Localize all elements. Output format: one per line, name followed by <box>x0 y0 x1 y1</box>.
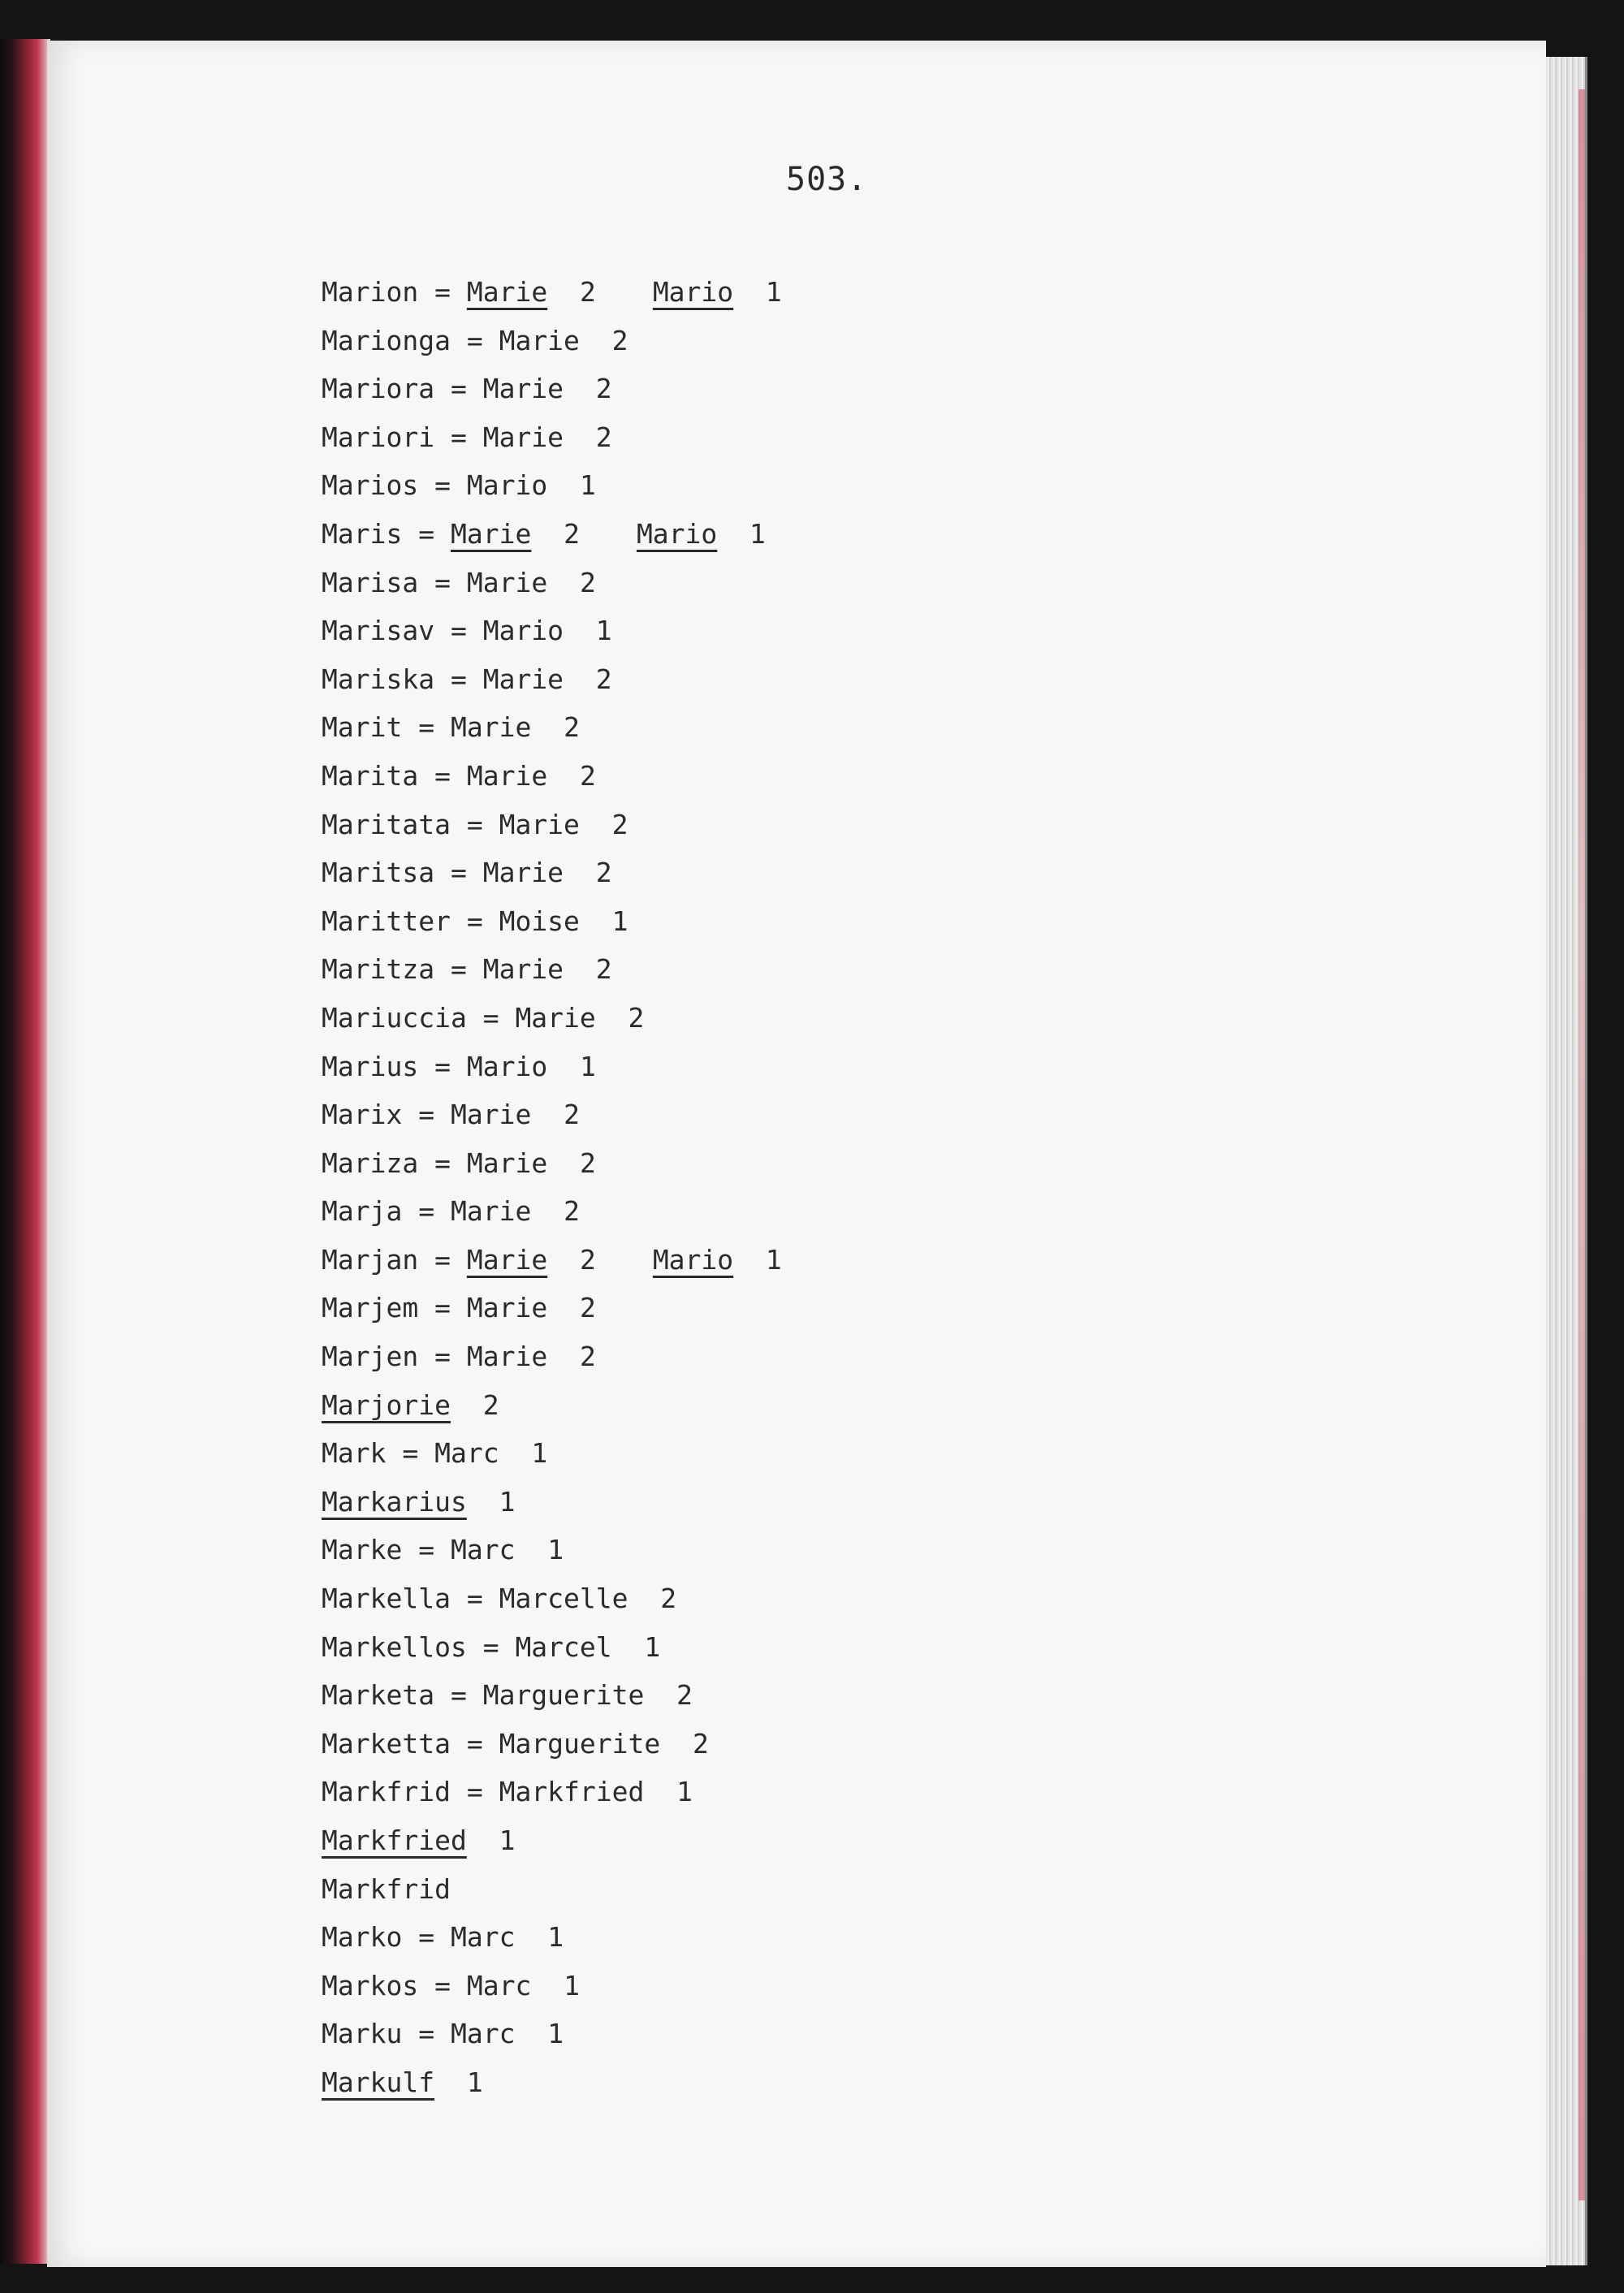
entry-name: Marja <box>322 1195 403 1228</box>
entry-count: 2 <box>579 1292 596 1324</box>
entry-name: Marjorie <box>322 1388 451 1421</box>
name-entry <box>322 564 782 612</box>
equals-sign: = <box>466 905 483 937</box>
entry-target: Marc <box>450 1921 516 1954</box>
equals-sign: = <box>418 517 435 550</box>
entry-count: 2 <box>579 1146 596 1179</box>
entry-target: Mario <box>466 469 548 502</box>
equals-sign: = <box>434 566 451 598</box>
name-entry <box>322 369 782 418</box>
entry-count: 2 <box>611 324 628 356</box>
entry-count: 1 <box>499 1824 516 1856</box>
entry-target: Marie <box>482 373 564 405</box>
entry-target: Marguerite <box>482 1679 645 1712</box>
equals-sign: = <box>450 953 467 986</box>
entry-name: Marketa <box>322 1679 435 1712</box>
entry-alt-count: 1 <box>765 276 782 308</box>
entry-name: Markellos <box>322 1630 467 1663</box>
equals-sign: = <box>434 1146 451 1179</box>
entry-count: 1 <box>579 1050 596 1082</box>
entry-target: Marie <box>450 1099 532 1131</box>
name-entry <box>322 902 782 951</box>
name-entry <box>322 1434 782 1483</box>
name-entry <box>322 805 782 854</box>
entry-target: Marc <box>450 1534 516 1566</box>
entry-name: Marit <box>322 711 403 744</box>
entry-alt-count: 1 <box>765 1243 782 1276</box>
entry-name: Marke <box>322 1534 403 1566</box>
entry-name: Markulf <box>322 2066 435 2098</box>
page-edge-stain <box>1579 89 1585 2200</box>
entry-count: 2 <box>595 663 612 695</box>
entry-name: Marjen <box>322 1341 419 1373</box>
entry-count: 1 <box>595 615 612 647</box>
entry-count: 2 <box>676 1679 693 1712</box>
entry-count: 2 <box>595 421 612 453</box>
equals-sign: = <box>418 711 435 744</box>
equals-sign: = <box>450 421 467 453</box>
name-entry <box>322 1967 782 2015</box>
entry-count: 1 <box>466 2066 483 2098</box>
entry-count: 1 <box>644 1630 661 1663</box>
entry-name: Mariza <box>322 1146 419 1179</box>
entry-target: Marie <box>466 1341 548 1373</box>
entry-name: Mariuccia <box>322 1001 467 1034</box>
entry-name: Markfried <box>322 1824 467 1856</box>
equals-sign: = <box>450 1679 467 1712</box>
entry-name: Markfrid <box>322 1776 451 1808</box>
entry-target: Marc <box>434 1437 499 1470</box>
entry-count: 1 <box>499 1485 516 1518</box>
entry-name: Mariori <box>322 421 435 453</box>
entry-count: 1 <box>676 1776 693 1808</box>
entry-target: Marie <box>515 1001 596 1034</box>
name-entry <box>322 322 782 370</box>
equals-sign: = <box>450 373 467 405</box>
equals-sign: = <box>418 1921 435 1954</box>
entry-target: Marie <box>499 808 580 840</box>
equals-sign: = <box>434 1969 451 2002</box>
entry-name: Markella <box>322 1583 451 1615</box>
entry-name: Mariska <box>322 663 435 695</box>
entry-target: Marc <box>450 2018 516 2050</box>
page-number: 503. <box>786 161 868 198</box>
equals-sign: = <box>434 759 451 792</box>
entry-target: Marie <box>466 1146 548 1179</box>
entry-count: 2 <box>628 1001 645 1034</box>
entry-name: Marix <box>322 1099 403 1131</box>
name-entry <box>322 418 782 467</box>
equals-sign: = <box>418 1534 435 1566</box>
name-entry <box>322 1289 782 1337</box>
entry-count: 2 <box>564 711 580 744</box>
entry-name: Maris <box>322 517 403 550</box>
equals-sign: = <box>434 1050 451 1082</box>
entry-target: Marie <box>450 517 532 550</box>
name-entry <box>322 660 782 709</box>
entry-target: Marie <box>466 1243 548 1276</box>
equals-sign: = <box>434 469 451 502</box>
entry-count: 1 <box>547 1921 564 1954</box>
entry-target: Marie <box>482 857 564 889</box>
entry-target: Moise <box>499 905 580 937</box>
entry-name: Marjem <box>322 1292 419 1324</box>
name-entry <box>322 950 782 999</box>
equals-sign: = <box>450 615 467 647</box>
equals-sign: = <box>450 663 467 695</box>
entry-count: 2 <box>595 373 612 405</box>
entry-name: Markos <box>322 1969 419 2002</box>
entry-target: Mario <box>466 1050 548 1082</box>
entry-count: 1 <box>547 1534 564 1566</box>
equals-sign: = <box>482 1001 499 1034</box>
entry-name: Marku <box>322 2018 403 2050</box>
entry-count: 1 <box>531 1437 548 1470</box>
entry-count: 2 <box>693 1727 709 1760</box>
equals-sign: = <box>434 276 451 308</box>
equals-sign: = <box>434 1341 451 1373</box>
entry-count: 2 <box>579 759 596 792</box>
name-entry <box>322 757 782 805</box>
equals-sign: = <box>466 1727 483 1760</box>
name-entry <box>322 1337 782 1386</box>
name-entry <box>322 1725 782 1773</box>
name-entry <box>322 1821 782 1870</box>
entry-name: Marisa <box>322 566 419 598</box>
name-entry <box>322 1047 782 1096</box>
name-entry <box>322 1628 782 1677</box>
entry-target: Marcel <box>515 1630 612 1663</box>
entry-count: 2 <box>611 808 628 840</box>
entry-name: Maritata <box>322 808 451 840</box>
entry-target: Mario <box>482 615 564 647</box>
entry-count: 1 <box>547 2018 564 2050</box>
entry-alt-target: Mario <box>652 276 734 308</box>
entry-count: 1 <box>611 905 628 937</box>
entry-target: Marie <box>466 276 548 308</box>
entry-name: Maritza <box>322 953 435 986</box>
entry-name: Marjan <box>322 1243 419 1276</box>
name-entry <box>322 853 782 902</box>
entry-alt-target: Mario <box>636 517 718 550</box>
name-entry <box>322 515 782 564</box>
equals-sign: = <box>466 1583 483 1615</box>
entry-target: Markfried <box>499 1776 645 1808</box>
book-cover-edge <box>0 39 50 2264</box>
equals-sign: = <box>418 1099 435 1131</box>
entry-name: Maritter <box>322 905 451 937</box>
entry-count: 2 <box>579 1341 596 1373</box>
entry-target: Marie <box>466 1292 548 1324</box>
name-entry <box>322 999 782 1047</box>
equals-sign: = <box>466 808 483 840</box>
entry-count: 2 <box>579 276 596 308</box>
entry-target: Marie <box>482 421 564 453</box>
equals-sign: = <box>482 1630 499 1663</box>
name-entry <box>322 466 782 515</box>
entry-name: Markarius <box>322 1485 467 1518</box>
entry-count: 2 <box>564 1099 580 1131</box>
entry-count: 1 <box>564 1969 580 2002</box>
entry-count: 1 <box>579 469 596 502</box>
entry-name: Marisav <box>322 615 435 647</box>
name-entry <box>322 1241 782 1289</box>
equals-sign: = <box>466 324 483 356</box>
entry-name: Maritsa <box>322 857 435 889</box>
entry-count: 2 <box>579 566 596 598</box>
entry-name: Marius <box>322 1050 419 1082</box>
entry-name: Marita <box>322 759 419 792</box>
entry-count: 2 <box>595 857 612 889</box>
name-entry <box>322 1192 782 1241</box>
entry-name: Marionga <box>322 324 451 356</box>
equals-sign: = <box>418 2018 435 2050</box>
entry-name: Mark <box>322 1437 387 1470</box>
entry-name: Marko <box>322 1921 403 1954</box>
name-entry <box>322 1676 782 1725</box>
entry-count: 2 <box>660 1583 677 1615</box>
name-entry <box>322 2014 782 2063</box>
entry-count: 2 <box>564 1195 580 1228</box>
name-entry <box>322 1386 782 1435</box>
entry-target: Marguerite <box>499 1727 661 1760</box>
book-page <box>47 41 1546 2267</box>
name-entry <box>322 2063 782 2112</box>
entry-target: Marie <box>450 711 532 744</box>
equals-sign: = <box>450 857 467 889</box>
entry-target: Marie <box>466 566 548 598</box>
entry-target: Marc <box>466 1969 532 2002</box>
entry-name: Marketta <box>322 1727 451 1760</box>
entry-alt-target: Mario <box>652 1243 734 1276</box>
entry-target: Marie <box>466 759 548 792</box>
name-entry <box>322 1918 782 1967</box>
entry-target: Marie <box>499 324 580 356</box>
equals-sign: = <box>434 1243 451 1276</box>
entry-count: 2 <box>579 1243 596 1276</box>
name-entry <box>322 1531 782 1579</box>
entry-alt-count: 1 <box>749 517 766 550</box>
entry-name: Mariora <box>322 373 435 405</box>
name-entry <box>322 1579 782 1628</box>
entry-name: Markfrid <box>322 1872 451 1905</box>
entry-name: Marios <box>322 469 419 502</box>
equals-sign: = <box>418 1195 435 1228</box>
entry-count: 2 <box>482 1388 499 1421</box>
equals-sign: = <box>434 1292 451 1324</box>
name-entry <box>322 1870 782 1919</box>
name-entry <box>322 1095 782 1144</box>
entry-count: 2 <box>564 517 580 550</box>
name-entry <box>322 1144 782 1193</box>
name-entry <box>322 611 782 660</box>
equals-sign: = <box>402 1437 419 1470</box>
entry-target: Marie <box>482 953 564 986</box>
name-entry <box>322 1483 782 1531</box>
entry-target: Marie <box>482 663 564 695</box>
entry-count: 2 <box>595 953 612 986</box>
entry-target: Marie <box>450 1195 532 1228</box>
name-entry <box>322 1773 782 1821</box>
entry-target: Marcelle <box>499 1583 628 1615</box>
name-index-list <box>322 273 782 2112</box>
equals-sign: = <box>466 1776 483 1808</box>
name-entry <box>322 708 782 757</box>
entry-name: Marion <box>322 276 419 308</box>
name-entry <box>322 273 782 322</box>
